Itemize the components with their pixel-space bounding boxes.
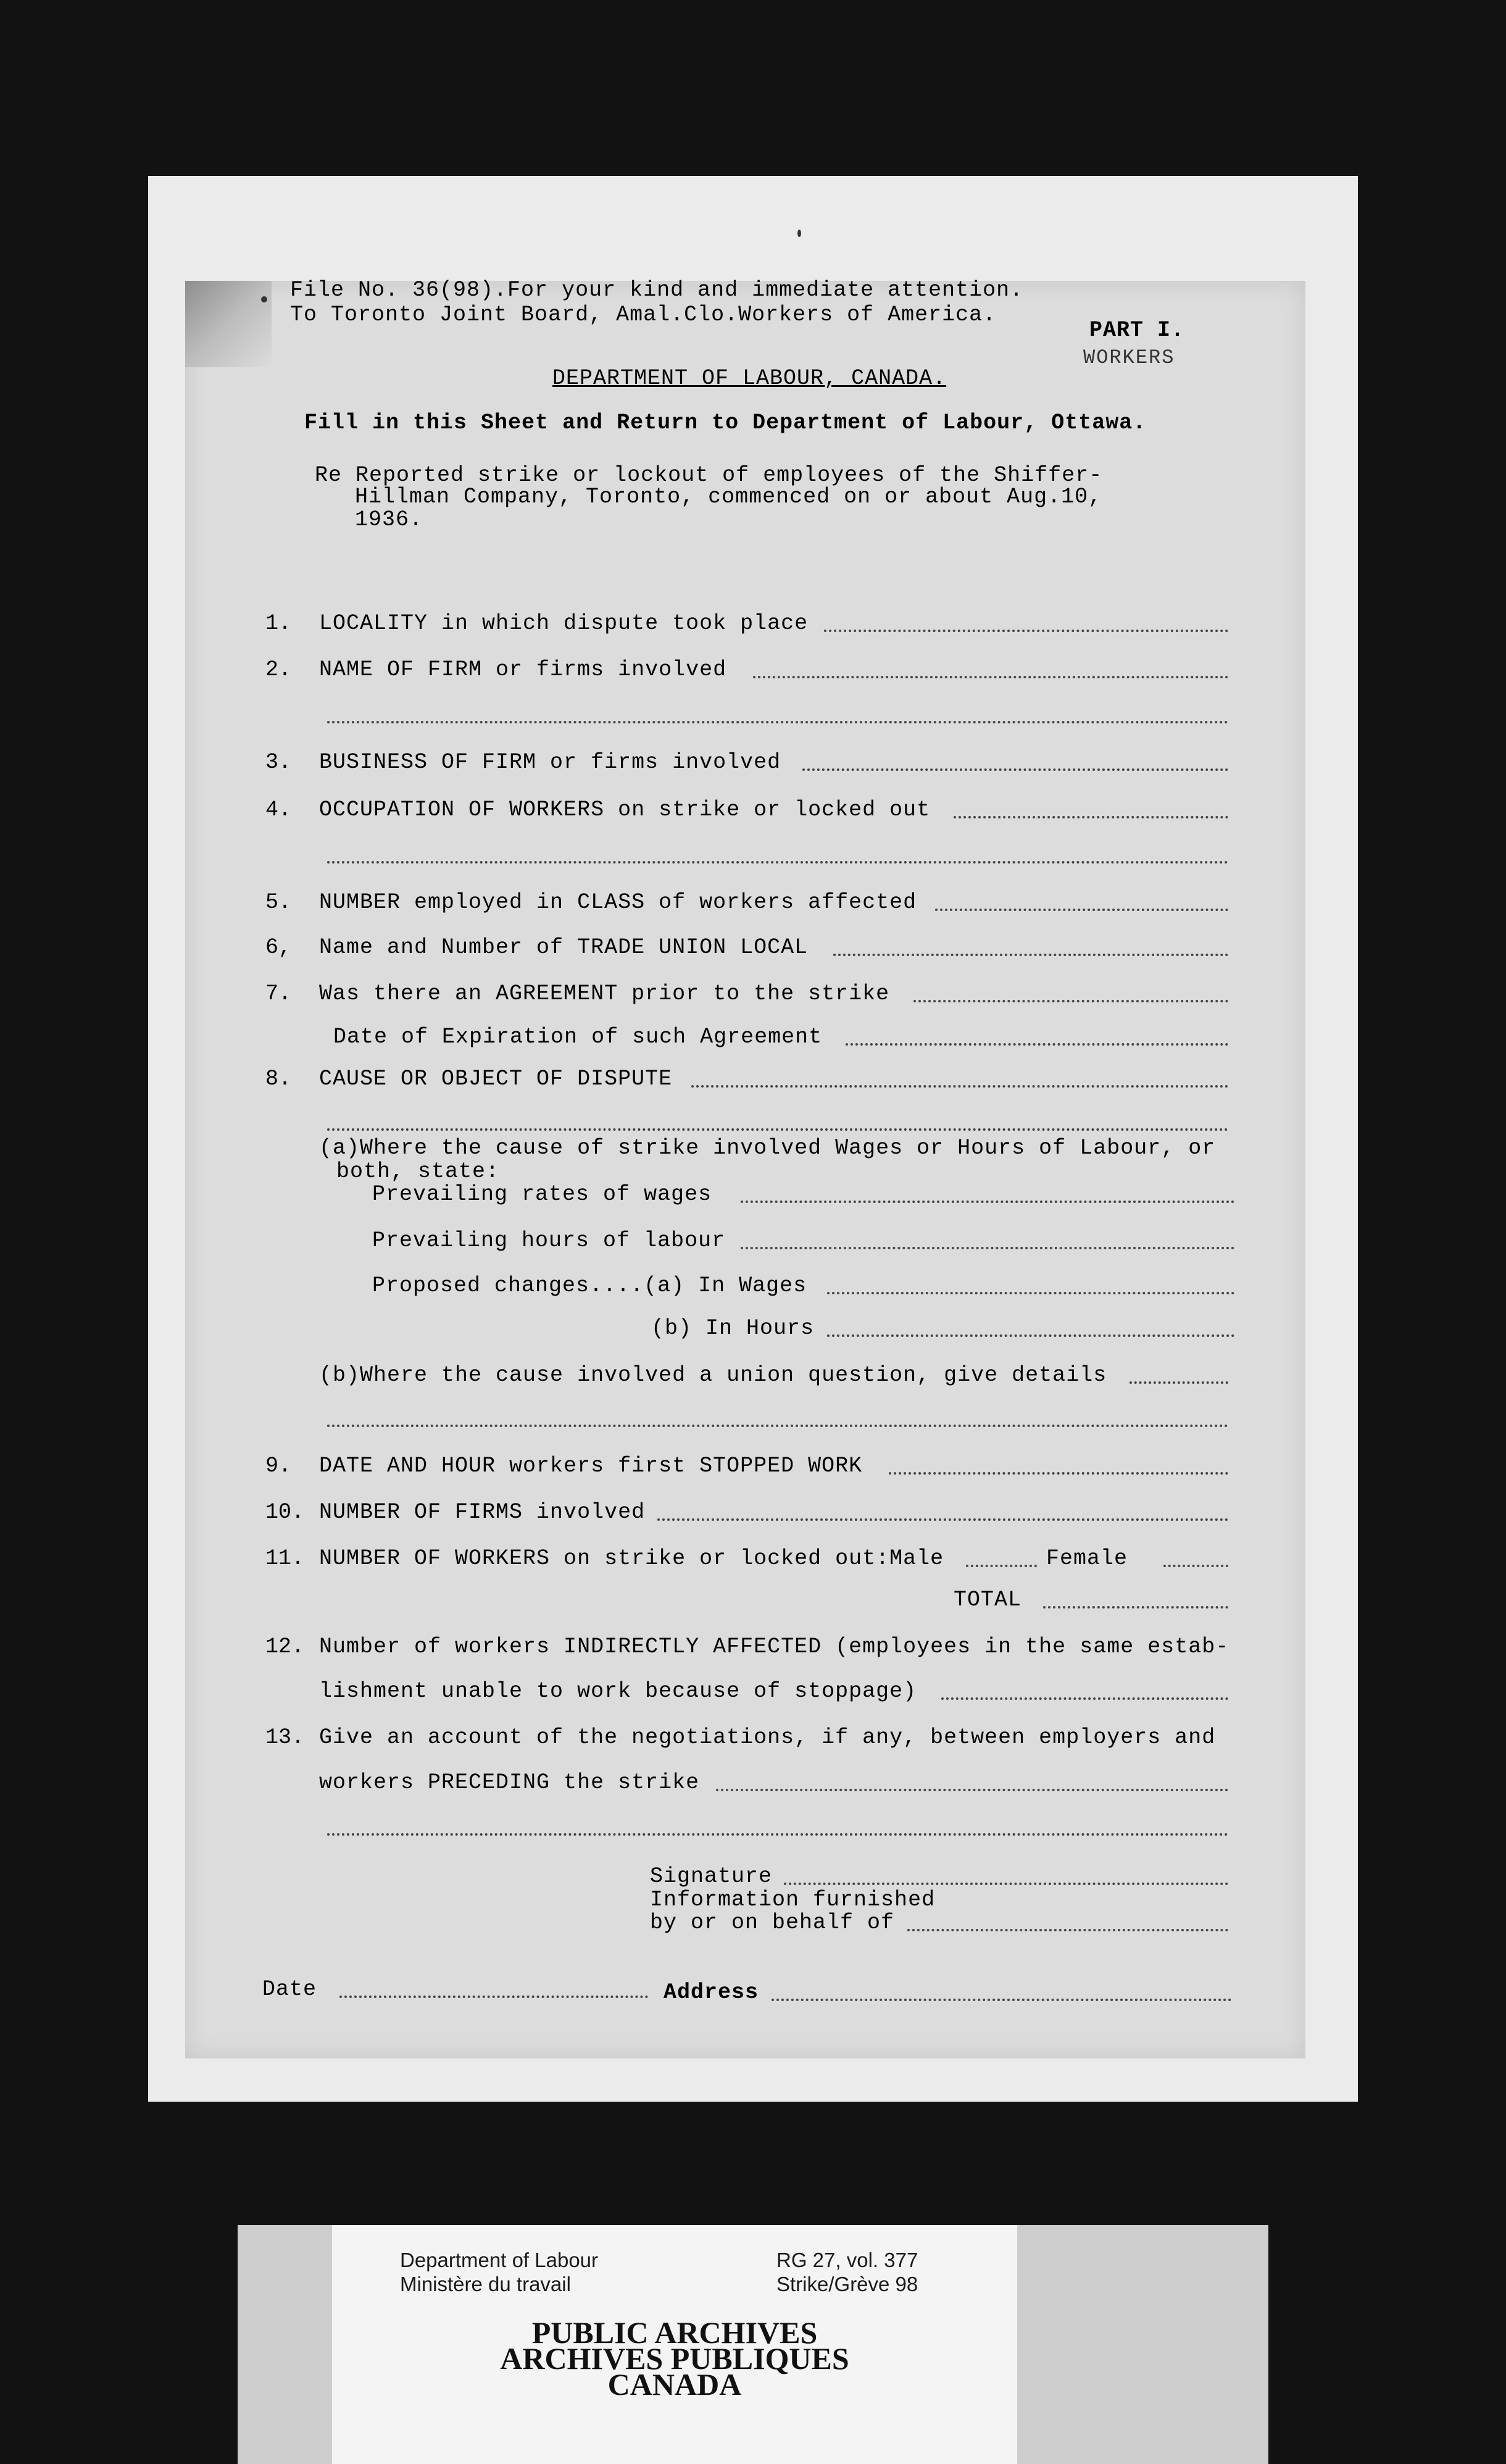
- field-union-local[interactable]: [833, 954, 1228, 956]
- field-male[interactable]: [966, 1565, 1037, 1567]
- item-number: 6,: [265, 935, 292, 960]
- instruction: Fill in this Sheet and Return to Department of Labour, Ottawa.: [304, 410, 1147, 435]
- field-total[interactable]: [1043, 1606, 1228, 1609]
- item-label-agreement: Was there an AGREEMENT prior to the strike: [319, 981, 890, 1006]
- punch-mark: [261, 296, 267, 302]
- item-label-cause: CAUSE OR OBJECT OF DISPUTE: [319, 1067, 673, 1091]
- field-cause[interactable]: [691, 1085, 1228, 1088]
- label-date: Date: [262, 1977, 317, 2002]
- field-business[interactable]: [802, 768, 1228, 771]
- archive-strike: Strike/Grève 98: [776, 2273, 918, 2295]
- item-label-locality: LOCALITY in which dispute took place: [319, 611, 809, 636]
- speck-mark: [797, 230, 801, 237]
- archive-line-1: PUBLIC ARCHIVES: [531, 2315, 818, 2350]
- field-date[interactable]: [339, 1996, 648, 1998]
- label-information-2: by or on behalf of: [650, 1910, 895, 1935]
- label-address: Address: [664, 1980, 759, 2005]
- field-prevailing-wages[interactable]: [741, 1201, 1234, 1203]
- archive-rg: RG 27, vol. 377: [776, 2249, 918, 2271]
- item-number: 4.: [265, 797, 292, 822]
- label-prevailing-hours: Prevailing hours of labour: [372, 1228, 726, 1253]
- field-indirect[interactable]: [941, 1697, 1228, 1700]
- re-line-3: 1936.: [355, 507, 423, 532]
- part-sublabel: WORKERS: [1083, 346, 1175, 369]
- item-number: 7.: [265, 981, 292, 1006]
- field-negotiations[interactable]: [716, 1789, 1228, 1791]
- item-label-firm-name: NAME OF FIRM or firms involved: [319, 657, 727, 682]
- field-firm-name-cont[interactable]: [327, 721, 1228, 723]
- field-cause-cont[interactable]: [327, 1128, 1228, 1131]
- label-proposed-wages: Proposed changes....(a) In Wages: [372, 1273, 807, 1298]
- label-total: TOTAL: [954, 1588, 1022, 1612]
- field-prevailing-hours[interactable]: [741, 1247, 1234, 1249]
- item-number: 12.: [265, 1634, 305, 1659]
- label-information-1: Information furnished: [650, 1888, 936, 1912]
- field-union-question[interactable]: [1130, 1381, 1228, 1384]
- file-line-1: File No. 36(98).For your kind and immediate attention.: [290, 278, 1024, 302]
- label-signature: Signature: [650, 1864, 773, 1889]
- file-line-2: To Toronto Joint Board, Amal.Clo.Workers of America.: [290, 302, 997, 327]
- field-occupation[interactable]: [954, 816, 1228, 818]
- item-number: 1.: [265, 611, 292, 636]
- field-agreement[interactable]: [913, 1000, 1228, 1002]
- field-number-firms[interactable]: [657, 1518, 1228, 1521]
- department-title: DEPARTMENT OF LABOUR, CANADA.: [552, 366, 947, 391]
- item-number: 2.: [265, 657, 292, 682]
- item-number: 3.: [265, 750, 292, 775]
- item-label-indirect-line-2: lishment unable to work because of stoppage): [319, 1679, 917, 1704]
- item-label-expiration: Date of Expiration of such Agreement: [333, 1025, 823, 1049]
- item-number: 10.: [265, 1500, 305, 1525]
- field-locality[interactable]: [824, 630, 1228, 632]
- item-number: 5.: [265, 890, 292, 915]
- field-female[interactable]: [1163, 1565, 1228, 1567]
- part-label: PART I.: [1089, 318, 1185, 343]
- field-proposed-wages[interactable]: [827, 1292, 1234, 1294]
- label-union-question: (b)Where the cause involved a union question, give details: [319, 1363, 1107, 1388]
- field-date-stopped[interactable]: [889, 1472, 1228, 1475]
- archive-dept-en: Department of Labour: [400, 2249, 599, 2271]
- item-label-number-employed: NUMBER employed in CLASS of workers affected: [319, 890, 917, 915]
- archive-line-2: ARCHIVES PUBLIQUES: [500, 2341, 849, 2376]
- archive-dept-fr: Ministère du travail: [400, 2273, 571, 2295]
- item-number: 8.: [265, 1067, 292, 1091]
- item-label-number-firms: NUMBER OF FIRMS involved: [319, 1500, 646, 1525]
- item-label-negotiations: Give an account of the negotiations, if any, between employers and: [319, 1725, 1216, 1750]
- field-number-employed[interactable]: [935, 909, 1228, 911]
- field-firm-name[interactable]: [753, 676, 1228, 678]
- item-label-occupation: OCCUPATION OF WORKERS on strike or locked out: [319, 797, 931, 822]
- item-label-date-stopped: DATE AND HOUR workers first STOPPED WORK: [319, 1454, 863, 1478]
- item-label-indirect: Number of workers INDIRECTLY AFFECTED (employees in the same estab-: [319, 1634, 1229, 1659]
- re-line-1: Re Reported strike or lockout of employees of the Shiffer-: [315, 463, 1103, 488]
- field-proposed-hours[interactable]: [827, 1334, 1234, 1337]
- item-label-business: BUSINESS OF FIRM or firms involved: [319, 750, 781, 775]
- sub-a-line-1: (a)Where the cause of strike involved Wages or Hours of Labour, or: [319, 1136, 1216, 1160]
- field-behalf-of[interactable]: [907, 1929, 1228, 1931]
- label-prevailing-wages: Prevailing rates of wages: [372, 1182, 712, 1207]
- re-line-2: Hillman Company, Toronto, commenced on or about Aug.10,: [355, 485, 1102, 509]
- archive-line-3: CANADA: [607, 2367, 742, 2402]
- item-label-union-local: Name and Number of TRADE UNION LOCAL: [319, 935, 809, 960]
- field-expiration[interactable]: [846, 1043, 1228, 1046]
- item-label-negotiations-line-2: workers PRECEDING the strike: [319, 1770, 700, 1795]
- sub-a-line-2: both, state:: [336, 1159, 500, 1184]
- field-union-question-cont[interactable]: [327, 1425, 1228, 1427]
- item-number: 11.: [265, 1546, 305, 1571]
- item-number: 9.: [265, 1454, 292, 1478]
- field-address[interactable]: [772, 1999, 1231, 2001]
- folded-corner: [185, 281, 272, 367]
- item-label-number-workers: NUMBER OF WORKERS on strike or locked out:Male: [319, 1546, 944, 1571]
- field-signature[interactable]: [784, 1883, 1228, 1885]
- field-negotiations-cont[interactable]: [327, 1833, 1228, 1836]
- item-number: 13.: [265, 1725, 305, 1750]
- field-occupation-cont[interactable]: [327, 861, 1228, 864]
- label-proposed-hours: (b) In Hours: [651, 1316, 815, 1341]
- label-female: Female: [1046, 1546, 1128, 1571]
